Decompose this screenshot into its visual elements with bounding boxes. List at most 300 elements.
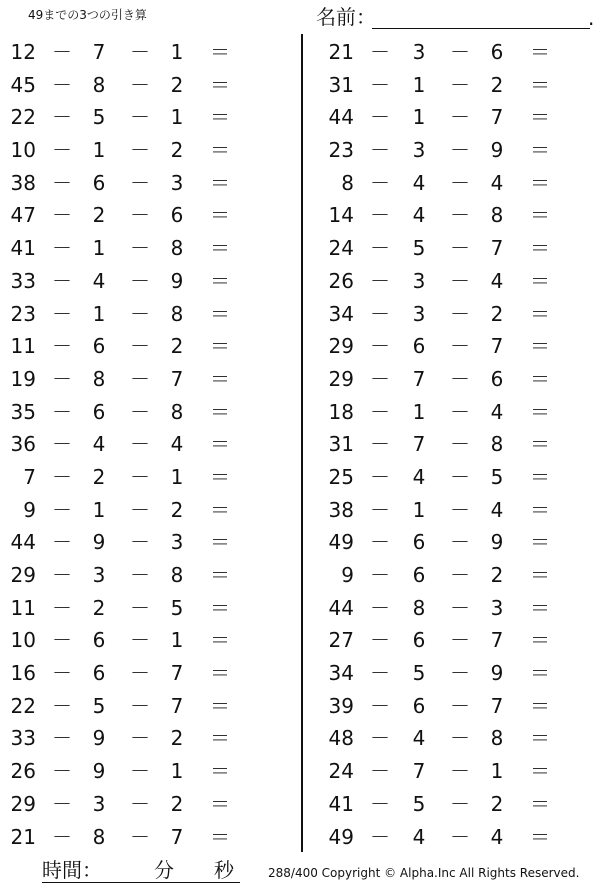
equals-sign: ＝ [530,399,550,424]
problem-row [320,265,600,298]
first-number: 22 [10,105,36,130]
third-number: 9 [170,268,184,293]
minus-sign: － [370,791,390,816]
third-number: 2 [490,72,504,97]
minus-sign: － [52,791,72,816]
minus-sign: － [370,595,390,620]
second-number: 6 [92,661,106,686]
minus-sign: － [450,72,470,97]
problem-row [0,69,290,102]
problem-row [320,363,600,396]
first-number: 34 [328,301,354,326]
minus-sign: － [130,40,150,64]
third-number: 6 [490,366,504,391]
problem-row [0,722,290,755]
third-number: 7 [170,366,184,391]
second-number: 4 [92,432,106,457]
minus-sign: － [370,105,390,130]
problem-row [0,788,290,821]
third-number: 8 [490,203,504,228]
first-number: 8 [341,170,354,195]
equals-sign: ＝ [530,563,550,587]
first-number: 44 [328,595,354,620]
minus-sign: － [450,791,470,816]
equals-sign: ＝ [210,791,230,816]
equals-sign: ＝ [530,628,550,653]
minus-sign: － [130,497,150,522]
second-number: 3 [412,301,426,326]
column-divider [301,34,303,852]
equals-sign: ＝ [210,464,230,489]
first-number: 49 [328,824,354,849]
minus-sign: － [52,301,72,326]
equals-sign: ＝ [530,203,550,228]
time-record-area [42,856,242,884]
problem-row [0,199,290,232]
second-number: 8 [92,824,106,849]
first-number: 16 [10,661,36,686]
problem-row [320,592,600,625]
second-number: 6 [412,334,426,359]
third-number: 7 [170,824,184,849]
first-number: 9 [341,563,354,587]
third-number: 4 [490,399,504,424]
minus-sign: － [52,432,72,457]
second-number: 6 [412,563,426,587]
problem-row [0,592,290,625]
problem-row [320,526,600,559]
third-number: 8 [490,432,504,457]
first-number: 41 [10,236,36,261]
first-number: 26 [10,759,36,784]
first-number: 24 [328,759,354,784]
first-number: 31 [328,432,354,457]
problem-row [0,821,290,854]
third-number: 6 [490,40,504,64]
minus-sign: － [370,138,390,163]
minus-sign: － [130,824,150,849]
minus-sign: － [130,759,150,784]
first-number: 11 [10,595,36,620]
problem-row [320,559,600,592]
equals-sign: ＝ [210,203,230,228]
minus-sign: － [130,301,150,326]
equals-sign: ＝ [530,170,550,195]
first-number: 10 [10,138,36,163]
equals-sign: ＝ [210,759,230,784]
minus-sign: － [52,464,72,489]
first-number: 29 [328,334,354,359]
minus-sign: － [370,530,390,555]
minus-sign: － [130,105,150,130]
problem-row [0,461,290,494]
third-number: 9 [490,138,504,163]
problem-row [0,134,290,167]
problem-row [320,461,600,494]
second-number: 6 [412,530,426,555]
problem-row [320,330,600,363]
minus-sign: － [52,726,72,751]
equals-sign: ＝ [210,628,230,653]
equals-sign: ＝ [530,824,550,849]
minus-sign: － [450,40,470,64]
first-number: 7 [23,464,36,489]
equals-sign: ＝ [210,726,230,751]
problem-row [320,821,600,854]
minus-sign: － [52,203,72,228]
problem-row [320,494,600,527]
minus-sign: － [450,301,470,326]
first-number: 41 [328,791,354,816]
third-number: 3 [170,170,184,195]
time-underline [42,882,240,883]
equals-sign: ＝ [210,105,230,130]
second-number: 4 [412,203,426,228]
minus-sign: － [130,595,150,620]
first-number: 44 [10,530,36,555]
minus-sign: － [52,595,72,620]
third-number: 2 [170,726,184,751]
second-number: 3 [92,563,106,587]
second-number: 4 [412,726,426,751]
second-number: 6 [412,628,426,653]
equals-sign: ＝ [210,661,230,686]
first-number: 21 [10,824,36,849]
third-number: 9 [490,530,504,555]
second-number: 7 [412,366,426,391]
third-number: 2 [170,497,184,522]
minus-sign: － [370,170,390,195]
minus-sign: － [130,530,150,555]
minus-sign: － [450,399,470,424]
minus-sign: － [450,693,470,718]
minus-sign: － [130,170,150,195]
minus-sign: － [450,268,470,293]
equals-sign: ＝ [210,268,230,293]
second-number: 3 [412,138,426,163]
minus-sign: － [370,693,390,718]
problem-row [320,167,600,200]
equals-sign: ＝ [530,661,550,686]
equals-sign: ＝ [210,138,230,163]
left-problem-column [0,36,290,853]
equals-sign: ＝ [210,432,230,457]
minus-sign: － [52,366,72,391]
minus-sign: － [52,236,72,261]
minus-sign: － [370,726,390,751]
equals-sign: ＝ [530,236,550,261]
problem-row [320,36,600,69]
equals-sign: ＝ [210,40,230,64]
first-number: 14 [328,203,354,228]
second-number: 7 [92,40,106,64]
problem-row [0,232,290,265]
problem-row [320,788,600,821]
third-number: 4 [170,432,184,457]
third-number: 7 [490,693,504,718]
second-number: 1 [92,301,106,326]
minus-sign: － [370,334,390,359]
minus-sign: － [130,693,150,718]
equals-sign: ＝ [530,72,550,97]
second-number: 7 [412,432,426,457]
first-number: 12 [10,40,36,64]
equals-sign: ＝ [210,693,230,718]
second-number: 2 [92,595,106,620]
third-number: 6 [170,203,184,228]
first-number: 19 [10,366,36,391]
problem-row [0,396,290,429]
problem-row [0,101,290,134]
minus-sign: － [52,268,72,293]
minus-sign: － [450,661,470,686]
minus-sign: － [450,334,470,359]
second-number: 5 [412,236,426,261]
minus-sign: － [130,628,150,653]
first-number: 45 [10,72,36,97]
third-number: 9 [490,661,504,686]
equals-sign: ＝ [210,170,230,195]
minus-sign: － [450,432,470,457]
name-label: 名前： [316,5,376,29]
minus-sign: － [130,464,150,489]
third-number: 8 [170,236,184,261]
minus-sign: － [130,138,150,163]
minus-sign: － [450,170,470,195]
second-number: 3 [412,268,426,293]
name-line-end-dot: . [588,6,595,30]
first-number: 26 [328,268,354,293]
third-number: 7 [490,628,504,653]
second-number: 4 [92,268,106,293]
problem-row [320,396,600,429]
second-number: 8 [92,72,106,97]
problem-row [320,134,600,167]
equals-sign: ＝ [210,334,230,359]
minus-sign: － [370,40,390,64]
problem-row [0,36,290,69]
equals-sign: ＝ [530,268,550,293]
minus-sign: － [52,759,72,784]
third-number: 1 [170,40,184,64]
second-number: 5 [412,661,426,686]
second-number: 5 [92,693,106,718]
second-number: 9 [92,726,106,751]
third-number: 7 [490,236,504,261]
equals-sign: ＝ [210,824,230,849]
first-number: 24 [328,236,354,261]
minus-sign: － [52,170,72,195]
second-number: 1 [412,72,426,97]
minus-sign: － [130,366,150,391]
problem-row [0,265,290,298]
minus-sign: － [52,824,72,849]
second-number: 6 [92,628,106,653]
first-number: 21 [328,40,354,64]
minus-sign: － [130,399,150,424]
minus-sign: － [52,105,72,130]
minus-sign: － [450,824,470,849]
minus-sign: － [52,661,72,686]
minus-sign: － [130,563,150,587]
problem-row [320,298,600,331]
minus-sign: － [370,72,390,97]
minus-sign: － [52,530,72,555]
problem-row [0,298,290,331]
third-number: 1 [170,628,184,653]
problem-row [0,428,290,461]
third-number: 2 [170,334,184,359]
minus-sign: － [450,236,470,261]
problem-row [320,755,600,788]
equals-sign: ＝ [530,138,550,163]
problem-row [0,690,290,723]
second-number: 8 [412,595,426,620]
second-number: 1 [412,399,426,424]
right-problem-column [320,36,600,853]
first-number: 29 [328,366,354,391]
problem-row [320,657,600,690]
equals-sign: ＝ [210,236,230,261]
first-number: 36 [10,432,36,457]
second-number: 2 [92,203,106,228]
seconds-label: 秒 [214,858,234,882]
copyright-text: 288/400 Copyright © Alpha.Inc All Rights Reserved. [268,866,580,880]
third-number: 2 [170,72,184,97]
minus-sign: － [52,399,72,424]
second-number: 1 [92,497,106,522]
problem-row [320,624,600,657]
equals-sign: ＝ [210,595,230,620]
problem-row [320,199,600,232]
minus-sign: － [52,40,72,64]
second-number: 1 [92,236,106,261]
first-number: 18 [328,399,354,424]
third-number: 3 [170,530,184,555]
third-number: 3 [490,595,504,620]
minus-sign: － [370,203,390,228]
third-number: 8 [170,563,184,587]
first-number: 23 [328,138,354,163]
second-number: 4 [412,170,426,195]
second-number: 6 [92,170,106,195]
problem-row [0,657,290,690]
equals-sign: ＝ [210,563,230,587]
minus-sign: － [130,726,150,751]
equals-sign: ＝ [530,464,550,489]
minus-sign: － [130,203,150,228]
first-number: 33 [10,268,36,293]
minus-sign: － [370,464,390,489]
minus-sign: － [370,268,390,293]
first-number: 49 [328,530,354,555]
minus-sign: － [450,530,470,555]
problem-row [320,428,600,461]
first-number: 47 [10,203,36,228]
equals-sign: ＝ [530,693,550,718]
minus-sign: － [52,138,72,163]
equals-sign: ＝ [210,530,230,555]
first-number: 48 [328,726,354,751]
minus-sign: － [52,72,72,97]
worksheet-title: 49までの3つの引き算 [28,8,147,22]
third-number: 8 [170,399,184,424]
equals-sign: ＝ [530,726,550,751]
first-number: 38 [10,170,36,195]
first-number: 39 [328,693,354,718]
equals-sign: ＝ [210,301,230,326]
equals-sign: ＝ [530,334,550,359]
equals-sign: ＝ [530,595,550,620]
second-number: 1 [412,497,426,522]
equals-sign: ＝ [530,40,550,64]
minus-sign: － [450,464,470,489]
minus-sign: － [370,236,390,261]
third-number: 8 [170,301,184,326]
minus-sign: － [130,432,150,457]
equals-sign: ＝ [530,366,550,391]
minus-sign: － [370,399,390,424]
second-number: 3 [92,791,106,816]
second-number: 6 [412,693,426,718]
minus-sign: － [52,334,72,359]
problem-row [0,494,290,527]
third-number: 2 [170,791,184,816]
second-number: 5 [412,791,426,816]
minutes-label: 分 [154,858,174,882]
name-blank-line [372,28,590,29]
first-number: 29 [10,563,36,587]
second-number: 7 [412,759,426,784]
first-number: 11 [10,334,36,359]
minus-sign: － [450,759,470,784]
second-number: 5 [92,105,106,130]
equals-sign: ＝ [210,497,230,522]
first-number: 34 [328,661,354,686]
minus-sign: － [370,563,390,587]
second-number: 3 [412,40,426,64]
problem-row [0,526,290,559]
minus-sign: － [370,759,390,784]
first-number: 33 [10,726,36,751]
minus-sign: － [52,693,72,718]
minus-sign: － [52,628,72,653]
third-number: 4 [490,824,504,849]
third-number: 1 [170,105,184,130]
first-number: 31 [328,72,354,97]
problem-row [0,330,290,363]
minus-sign: － [370,824,390,849]
minus-sign: － [52,497,72,522]
minus-sign: － [370,432,390,457]
first-number: 25 [328,464,354,489]
first-number: 10 [10,628,36,653]
second-number: 9 [92,530,106,555]
problem-row [320,232,600,265]
first-number: 9 [23,497,36,522]
third-number: 7 [490,105,504,130]
third-number: 2 [490,301,504,326]
minus-sign: － [450,497,470,522]
equals-sign: ＝ [210,366,230,391]
equals-sign: ＝ [210,399,230,424]
equals-sign: ＝ [530,497,550,522]
minus-sign: － [450,726,470,751]
third-number: 4 [490,170,504,195]
second-number: 9 [92,759,106,784]
minus-sign: － [370,497,390,522]
problem-row [320,690,600,723]
